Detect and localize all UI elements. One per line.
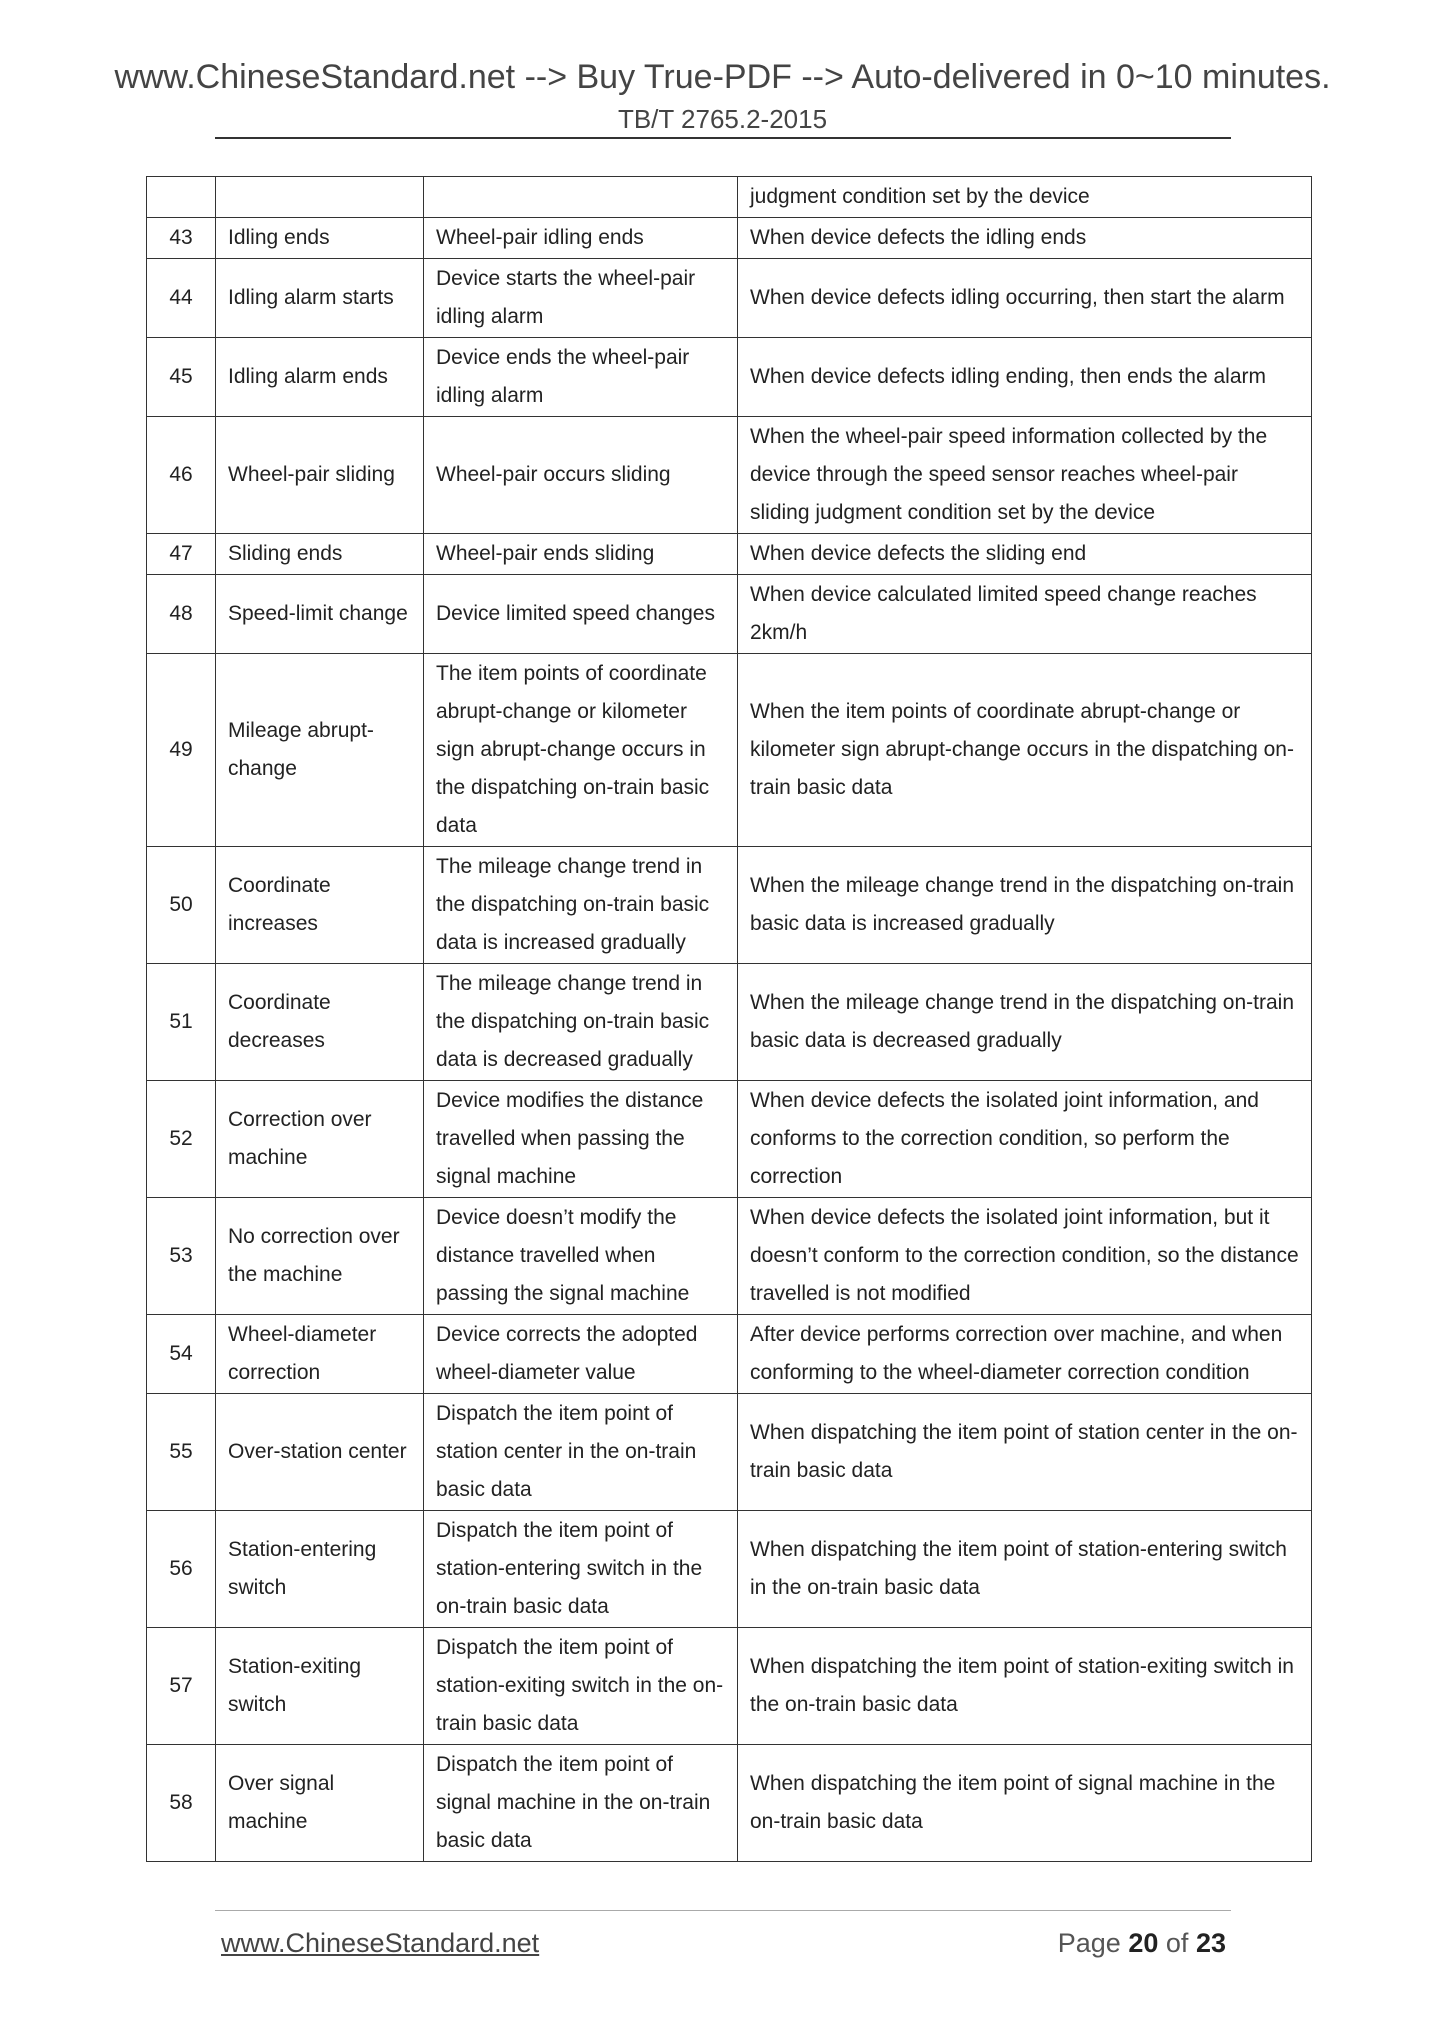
event-condition: When the mileage change trend in the dispatching on-train basic data is increased gradually <box>738 847 1312 964</box>
event-table <box>146 176 1312 1862</box>
row-number: 57 <box>147 1628 216 1745</box>
event-condition: When the mileage change trend in the dispatching on-train basic data is decreased gradually <box>738 964 1312 1081</box>
table-row <box>147 847 1312 964</box>
event-meaning: Dispatch the item point of station-entering switch in the on-train basic data <box>424 1511 738 1628</box>
event-meaning: Device modifies the distance travelled when passing the signal machine <box>424 1081 738 1198</box>
event-condition: When the wheel-pair speed information collected by the device through the speed sensor reaches wheel-pair sliding judgment condition set by the device <box>738 417 1312 534</box>
event-meaning: Dispatch the item point of signal machine in the on-train basic data <box>424 1745 738 1862</box>
event-condition: When device defects the isolated joint information, and conforms to the correction condition, so perform the correction <box>738 1081 1312 1198</box>
event-name: Mileage abrupt-change <box>216 654 424 847</box>
event-meaning: The item points of coordinate abrupt-change or kilometer sign abrupt-change occurs in the dispatching on-train basic data <box>424 654 738 847</box>
page-number <box>1058 1928 1226 1959</box>
event-meaning: Wheel-pair occurs sliding <box>424 417 738 534</box>
row-number: 46 <box>147 417 216 534</box>
event-meaning: Wheel-pair ends sliding <box>424 534 738 575</box>
row-number: 53 <box>147 1198 216 1315</box>
event-name: Idling alarm ends <box>216 338 424 417</box>
row-number: 45 <box>147 338 216 417</box>
event-name: Idling alarm starts <box>216 259 424 338</box>
table-row <box>147 338 1312 417</box>
table-row <box>147 1511 1312 1628</box>
event-name: No correction over the machine <box>216 1198 424 1315</box>
standard-code: TB/T 2765.2-2015 <box>617 104 828 134</box>
event-condition: When device calculated limited speed change reaches 2km/h <box>738 575 1312 654</box>
table-row <box>147 1198 1312 1315</box>
event-condition: When device defects idling occurring, then start the alarm <box>738 259 1312 338</box>
event-condition: When device defects the sliding end <box>738 534 1312 575</box>
event-name: Speed-limit change <box>216 575 424 654</box>
row-number: 54 <box>147 1315 216 1394</box>
event-name: Over-station center <box>216 1394 424 1511</box>
event-name: Correction over machine <box>216 1081 424 1198</box>
table-row <box>147 417 1312 534</box>
event-name: Idling ends <box>216 218 424 259</box>
event-name: Coordinate increases <box>216 847 424 964</box>
event-condition: When dispatching the item point of station center in the on-train basic data <box>738 1394 1312 1511</box>
table-row <box>147 177 1312 218</box>
event-name: Coordinate decreases <box>216 964 424 1081</box>
event-meaning <box>424 177 738 218</box>
event-meaning: Wheel-pair idling ends <box>424 218 738 259</box>
event-condition: When dispatching the item point of station-exiting switch in the on-train basic data <box>738 1628 1312 1745</box>
event-meaning: The mileage change trend in the dispatching on-train basic data is increased gradually <box>424 847 738 964</box>
event-name: Sliding ends <box>216 534 424 575</box>
event-meaning: Device doesn’t modify the distance travelled when passing the signal machine <box>424 1198 738 1315</box>
event-name: Wheel-diameter correction <box>216 1315 424 1394</box>
row-number: 51 <box>147 964 216 1081</box>
event-name: Station-entering switch <box>216 1511 424 1628</box>
row-number <box>147 177 216 218</box>
row-number: 55 <box>147 1394 216 1511</box>
header-banner: www.ChineseStandard.net --> Buy True-PDF --> Auto-delivered in 0~10 minutes. <box>114 58 1331 96</box>
row-number: 48 <box>147 575 216 654</box>
table-row <box>147 1081 1312 1198</box>
event-name: Station-exiting switch <box>216 1628 424 1745</box>
row-number: 50 <box>147 847 216 964</box>
footer-divider <box>215 1910 1231 1911</box>
event-condition: judgment condition set by the device <box>738 177 1312 218</box>
page-total: 23 <box>1195 1928 1226 1958</box>
row-number: 43 <box>147 218 216 259</box>
table-row <box>147 1628 1312 1745</box>
table-row <box>147 534 1312 575</box>
event-condition: When dispatching the item point of station-entering switch in the on-train basic data <box>738 1511 1312 1628</box>
event-meaning: Device ends the wheel-pair idling alarm <box>424 338 738 417</box>
event-name: Wheel-pair sliding <box>216 417 424 534</box>
row-number: 58 <box>147 1745 216 1862</box>
page-of: of <box>1165 1928 1189 1958</box>
event-name <box>216 177 424 218</box>
event-meaning: Device corrects the adopted wheel-diameter value <box>424 1315 738 1394</box>
row-number: 44 <box>147 259 216 338</box>
event-condition: When device defects the idling ends <box>738 218 1312 259</box>
event-meaning: The mileage change trend in the dispatching on-train basic data is decreased gradually <box>424 964 738 1081</box>
table-row <box>147 1745 1312 1862</box>
footer-site-link[interactable]: www.ChineseStandard.net <box>221 1928 540 1958</box>
table-row <box>147 1315 1312 1394</box>
event-condition: When device defects idling ending, then ends the alarm <box>738 338 1312 417</box>
row-number: 56 <box>147 1511 216 1628</box>
row-number: 47 <box>147 534 216 575</box>
event-condition: After device performs correction over machine, and when conforming to the wheel-diameter correction condition <box>738 1315 1312 1394</box>
event-meaning: Dispatch the item point of station-exiting switch in the on-train basic data <box>424 1628 738 1745</box>
table-row <box>147 259 1312 338</box>
page-current: 20 <box>1128 1928 1159 1958</box>
event-meaning: Device limited speed changes <box>424 575 738 654</box>
header-divider <box>215 137 1231 139</box>
table-row <box>147 964 1312 1081</box>
event-condition: When device defects the isolated joint information, but it doesn’t conform to the correction condition, so the distance travelled is not modified <box>738 1198 1312 1315</box>
table-row <box>147 1394 1312 1511</box>
event-condition: When dispatching the item point of signal machine in the on-train basic data <box>738 1745 1312 1862</box>
event-meaning: Dispatch the item point of station center in the on-train basic data <box>424 1394 738 1511</box>
event-meaning: Device starts the wheel-pair idling alarm <box>424 259 738 338</box>
row-number: 49 <box>147 654 216 847</box>
table-row <box>147 654 1312 847</box>
page-label: Page <box>1057 1928 1121 1958</box>
event-condition: When the item points of coordinate abrupt-change or kilometer sign abrupt-change occurs in the dispatching on-train basic data <box>738 654 1312 847</box>
table-row <box>147 575 1312 654</box>
row-number: 52 <box>147 1081 216 1198</box>
event-name: Over signal machine <box>216 1745 424 1862</box>
table-row <box>147 218 1312 259</box>
